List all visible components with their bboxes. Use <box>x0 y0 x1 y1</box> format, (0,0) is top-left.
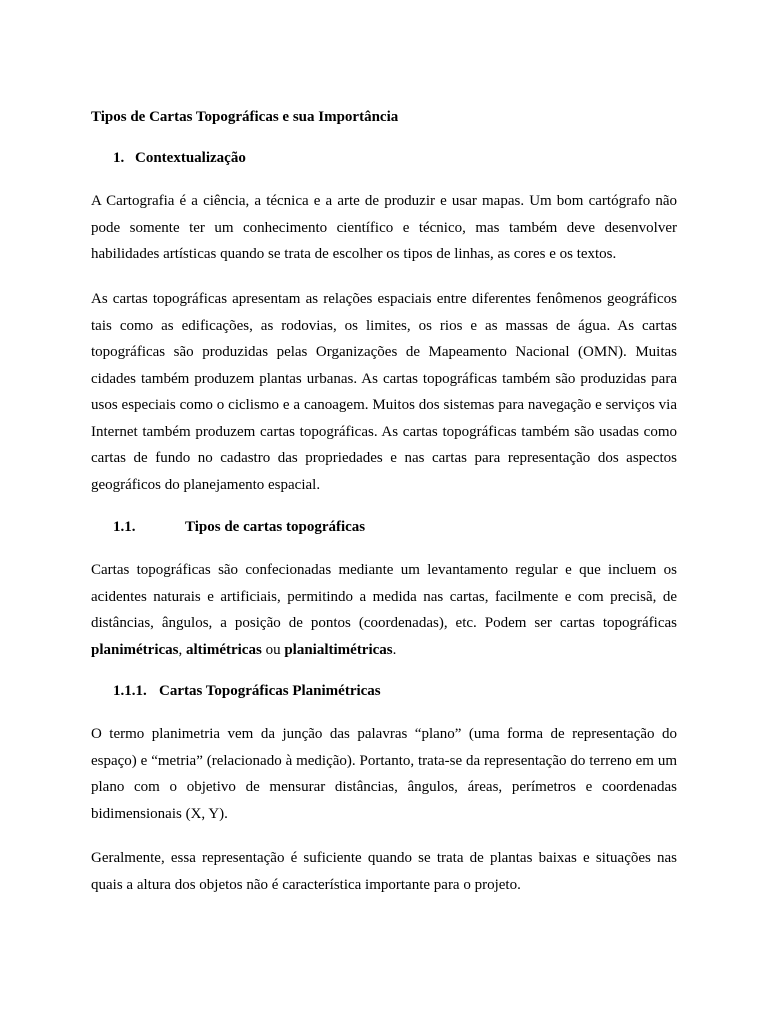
paragraph-line: usos especiais como o ciclismo e a canoagem. Muitos dos sistemas para navegação e serviços via <box>91 397 677 413</box>
paragraph-line: plano com o objetivo de mensurar distâncias, ângulos, áreas, perímetros e coordenadas <box>91 779 677 795</box>
section-heading-planimetricas <box>113 683 433 703</box>
section-number: 1.1.1. <box>113 683 147 699</box>
text-separator: . <box>392 641 397 658</box>
paragraph <box>91 286 677 498</box>
paragraph-line: espaço) e “metria” (relacionado à medição). Portanto, trata-se da representação do terreno em um <box>91 752 677 769</box>
section-heading-tipos-de-cartas <box>113 519 413 539</box>
bold-term: planialtimétricas <box>284 641 393 658</box>
section-heading-text: Cartas Topográficas Planimétricas <box>159 683 381 699</box>
paragraph-line: quais a altura dos objetos não é característica importante para o projeto. <box>91 876 521 893</box>
paragraph-line: Cartas topográficas são confecionadas mediante um levantamento regular e que incluem os <box>91 562 677 578</box>
paragraph <box>91 557 677 663</box>
paragraph-line: As cartas topográficas apresentam as relações espaciais entre diferentes fenômenos geográficos <box>91 291 677 307</box>
section-heading-text: Contextualização <box>135 150 246 166</box>
paragraph-line: Internet também produzem cartas topográficas. As cartas topográficas também são usadas como <box>91 423 677 440</box>
section-number: 1. <box>113 150 125 166</box>
paragraph-line: A Cartografia é a ciência, a técnica e a arte de produzir e usar mapas. Um bom cartógrafo não <box>91 193 677 209</box>
text-separator: ou <box>261 641 285 658</box>
paragraph-line: topográficas são produzidas pelas Organizações de Mapeamento Nacional (OMN). Muitas <box>91 344 677 360</box>
paragraph-line <box>91 637 677 664</box>
section-heading-text: Tipos de cartas topográficas <box>185 519 366 535</box>
paragraph-line: pode somente ter um conhecimento científico e técnico, mas também deve desenvolver <box>91 219 677 236</box>
paragraph-line: O termo planimetria vem da junção das palavras “plano” (uma forma de representação do <box>91 726 677 742</box>
paragraph-line: distâncias, ângulos, a posição de pontos (coordenadas), etc. Podem ser cartas topográficas <box>91 615 677 631</box>
paragraph-line: geográficos do planejamento espacial. <box>91 476 321 493</box>
section-heading-contextualizacao <box>113 150 313 170</box>
paragraph-line: tais como as edificações, as rodovias, os limites, os rios e as massas de água. As cartas <box>91 317 677 334</box>
paragraph-line: cartas de fundo no cadastro das propriedades e nas cartas para representação dos aspectos <box>91 450 677 466</box>
paragraph-line: Geralmente, essa representação é suficiente quando se trata de plantas baixas e situações nas <box>91 850 677 866</box>
paragraph <box>91 721 677 827</box>
bold-term: planimétricas <box>91 641 179 658</box>
paragraph-line: acidentes naturais e artificiais, permitindo a medida nas cartas, facilmente e com precisã, de <box>91 588 677 605</box>
document-title: Tipos de Cartas Topográficas e sua Importância <box>91 109 399 125</box>
bold-term: altimétricas <box>186 641 262 658</box>
paragraph <box>91 188 677 268</box>
paragraph-line: habilidades artísticas quando se trata de escolher os tipos de linhas, as cores e os textos. <box>91 246 617 262</box>
paragraph-line: bidimensionais (X, Y). <box>91 805 228 822</box>
paragraph-line: cidades também produzem plantas urbanas. As cartas topográficas também são produzidas para <box>91 370 677 387</box>
text-separator: , <box>178 641 186 658</box>
section-number: 1.1. <box>113 519 136 535</box>
paragraph <box>91 845 677 898</box>
